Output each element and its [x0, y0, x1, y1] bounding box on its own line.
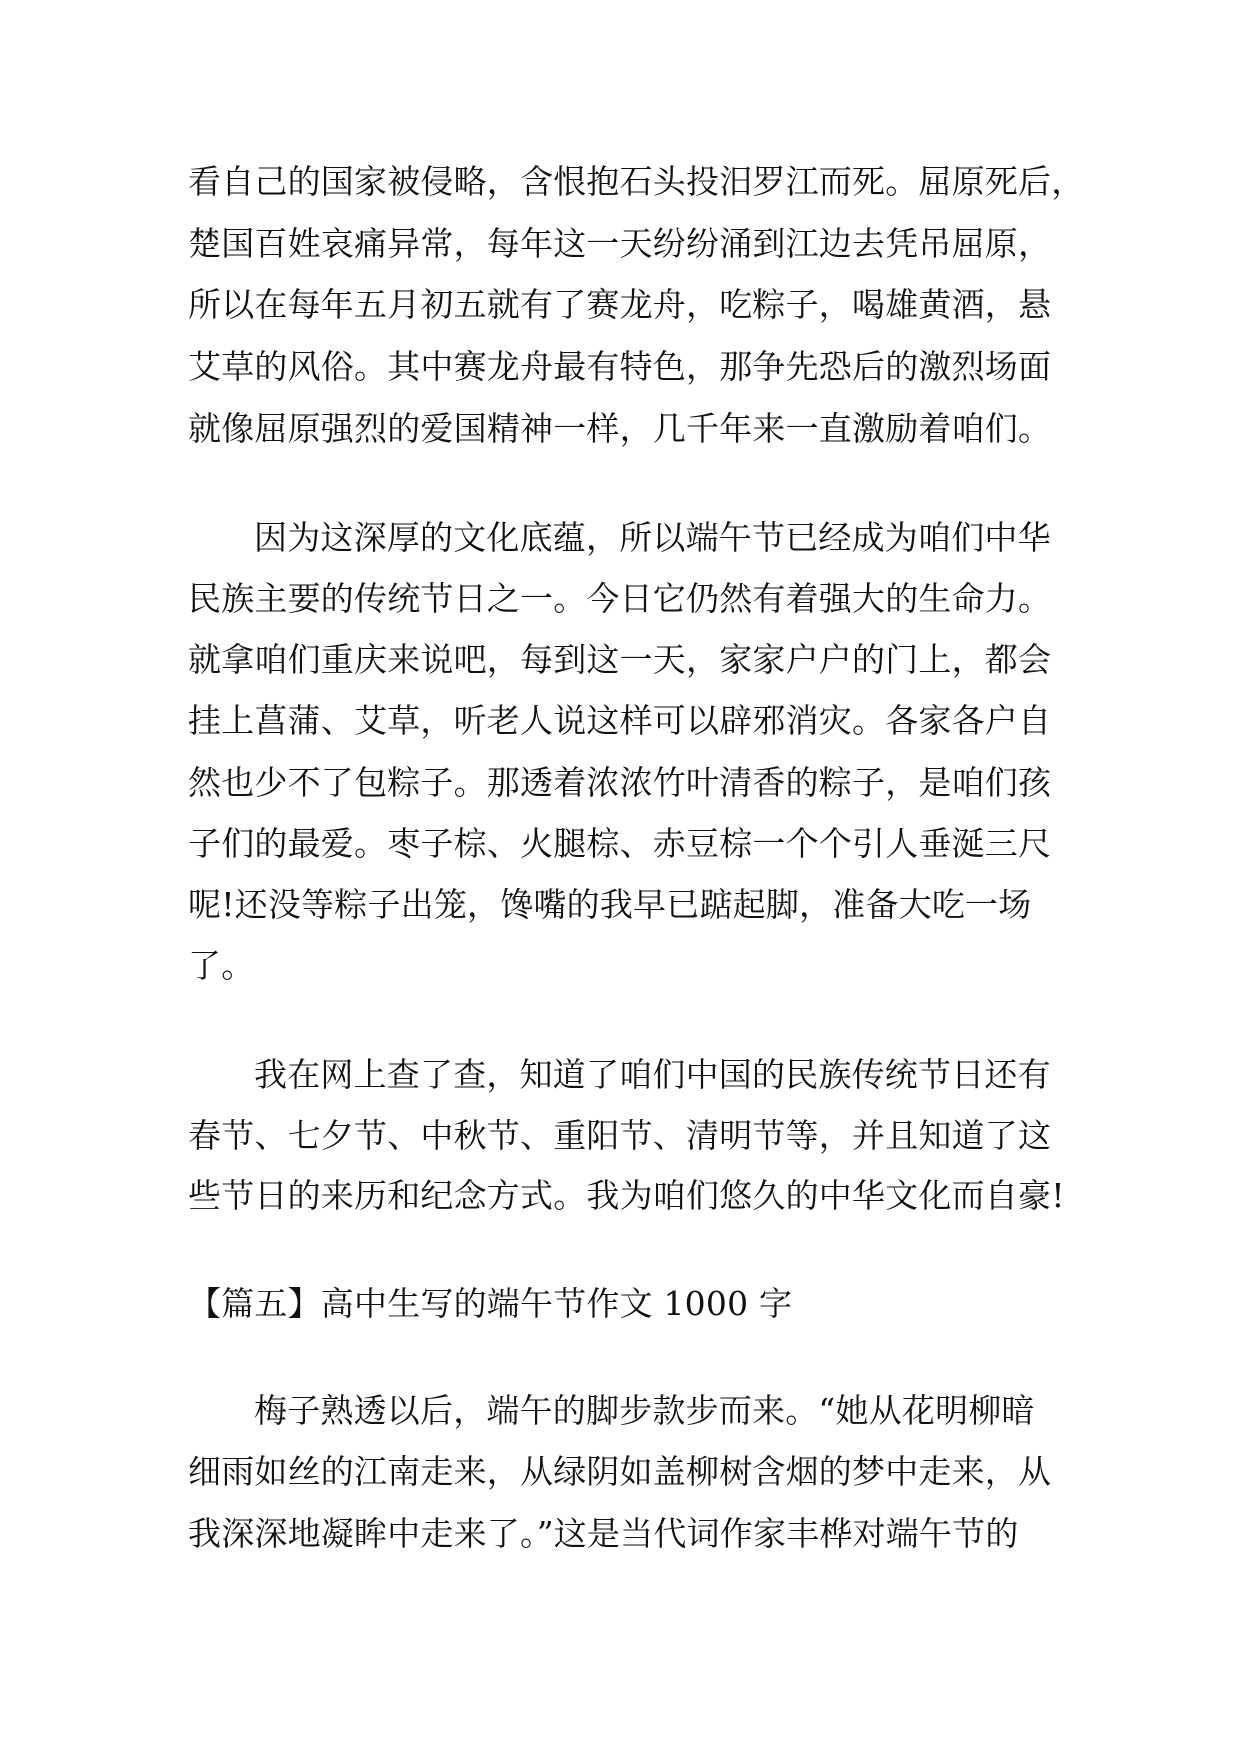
paragraph-3-line-1: 我在网上查了查，知道了咱们中国的民族传统节日还有 — [254, 1055, 1051, 1094]
paragraph-3-line-2: 春节、七夕节、中秋节、重阳节、清明节等，并且知道了这 — [188, 1116, 1052, 1155]
paragraph-1-line-1: 看自己的国家被侵略，含恨抱石头投汨罗江而死。屈原死后， — [188, 162, 1085, 201]
paragraph-2-line-2: 民族主要的传统节日之一。今日它仍然有着强大的生命力。 — [188, 579, 1052, 618]
paragraph-4-line-2: 细雨如丝的江南走来，从绿阴如盖柳树含烟的梦中走来，从 — [188, 1452, 1052, 1491]
paragraph-1-line-4: 艾草的风俗。其中赛龙舟最有特色，那争先恐后的激烈场面 — [188, 347, 1052, 386]
paragraph-4-line-1: 梅子熟透以后，端午的脚步款步而来。“她从花明柳暗 — [254, 1391, 1035, 1430]
paragraph-2-line-1: 因为这深厚的文化底蕴，所以端午节已经成为咱们中华 — [254, 518, 1051, 557]
paragraph-1-line-2: 楚国百姓哀痛异常，每年这一天纷纷涌到江边去凭吊屈原， — [188, 224, 1052, 263]
section-heading: 【篇五】高中生写的端午节作文 1000 字 — [188, 1284, 793, 1323]
paragraph-2-line-3: 就拿咱们重庆来说吧，每到这一天，家家户户的门上，都会 — [188, 640, 1052, 679]
paragraph-3-line-3: 些节日的来历和纪念方式。我为咱们悠久的中华文化而自豪! — [188, 1176, 1065, 1215]
paragraph-1-line-5: 就像屈原强烈的爱国精神一样，几千年来一直激励着咱们。 — [188, 409, 1052, 448]
paragraph-2-line-6: 子们的最爱。枣子棕、火腿棕、赤豆棕一个个引人垂涎三尺 — [188, 824, 1052, 863]
paragraph-1-line-3: 所以在每年五月初五就有了赛龙舟，吃粽子，喝雄黄酒，悬 — [188, 285, 1052, 324]
paragraph-2-line-5: 然也少不了包粽子。那透着浓浓竹叶清香的粽子，是咱们孩 — [188, 763, 1052, 802]
paragraph-2-line-7: 呢!还没等粽子出笼，馋嘴的我早已踮起脚，准备大吃一场 — [188, 885, 1032, 924]
paragraph-2-line-4: 挂上菖蒲、艾草，听老人说这样可以辟邪消灾。各家各户自 — [188, 701, 1052, 740]
paragraph-4-line-3: 我深深地凝眸中走来了。”这是当代词作家丰桦对端午节的 — [188, 1514, 1019, 1553]
paragraph-2-line-8: 了。 — [188, 946, 255, 985]
